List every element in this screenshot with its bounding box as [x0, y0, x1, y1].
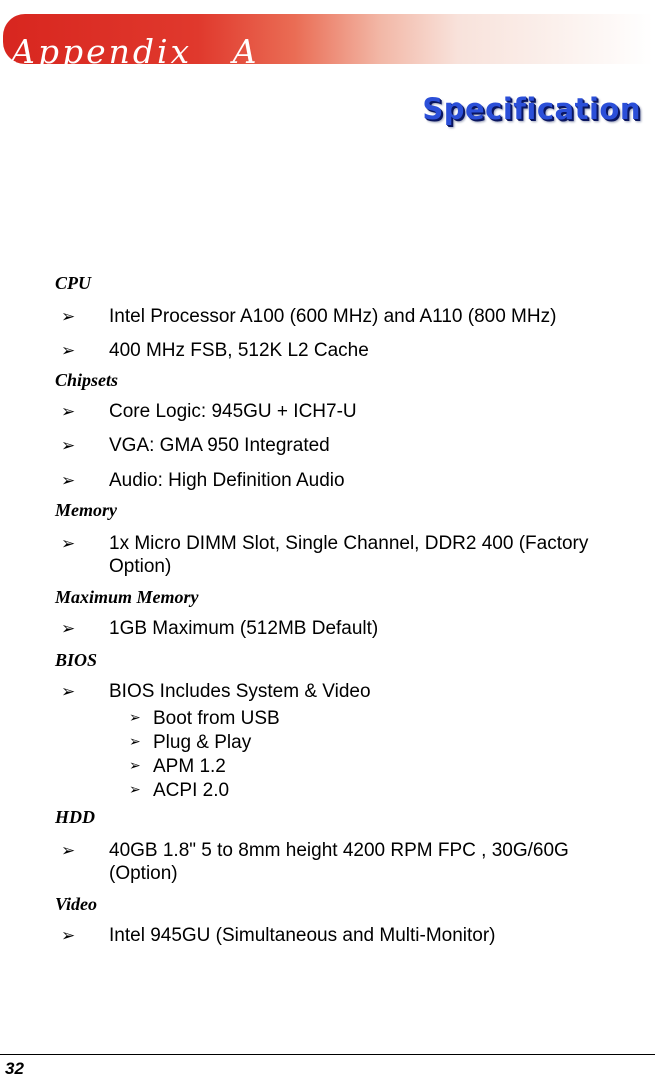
- spec-item: 40GB 1.8" 5 to 8mm height 4200 RPM FPC , 30G/60G (Option): [109, 840, 569, 884]
- bullet-icon: ➢: [61, 307, 76, 327]
- bullet-icon: ➢: [61, 841, 76, 861]
- section-heading-video: Video: [55, 894, 98, 914]
- spec-sub-item: Boot from USB: [153, 708, 280, 729]
- bullet-icon: ➢: [61, 436, 76, 456]
- footer-rule: [0, 1054, 655, 1055]
- spec-item: VGA: GMA 950 Integrated: [109, 435, 330, 456]
- spec-item: Core Logic: 945GU + ICH7-U: [109, 401, 357, 422]
- sub-bullet-icon: ➢: [129, 710, 141, 726]
- spec-sub-item: ACPI 2.0: [153, 780, 230, 801]
- bullet-icon: ➢: [61, 341, 76, 361]
- sub-bullet-icon: ➢: [129, 782, 141, 798]
- spec-sub-item: APM 1.2: [153, 756, 226, 777]
- sub-bullet-icon: ➢: [129, 758, 141, 774]
- spec-item: Intel 945GU (Simultaneous and Multi-Monitor): [109, 925, 496, 946]
- bullet-icon: ➢: [61, 471, 76, 491]
- section-heading-memory: Memory: [55, 500, 117, 520]
- sub-bullet-icon: ➢: [129, 734, 141, 750]
- spec-item: Audio: High Definition Audio: [109, 470, 345, 491]
- page-title: Specification: [422, 92, 641, 126]
- spec-item: 1x Micro DIMM Slot, Single Channel, DDR2 400 (Factory Option): [109, 533, 589, 577]
- spec-item: 1GB Maximum (512MB Default): [109, 618, 379, 639]
- banner-label: Appendix A: [11, 32, 260, 71]
- section-heading-hdd: HDD: [55, 807, 95, 827]
- section-heading-cpu: CPU: [55, 273, 91, 293]
- spec-item: Intel Processor A100 (600 MHz) and A110 (800 MHz): [109, 306, 557, 327]
- spec-item: BIOS Includes System & Video: [109, 681, 371, 702]
- bullet-icon: ➢: [61, 402, 76, 422]
- section-heading-chipsets: Chipsets: [55, 370, 119, 390]
- section-heading-bios: BIOS: [55, 650, 98, 670]
- section-heading-max-memory: Maximum Memory: [55, 587, 199, 607]
- bullet-icon: ➢: [61, 682, 76, 702]
- bullet-icon: ➢: [61, 926, 76, 946]
- page-number: 32: [5, 1059, 24, 1078]
- appendix-banner: [3, 14, 653, 71]
- bullet-icon: ➢: [61, 619, 76, 639]
- spec-item: 400 MHz FSB, 512K L2 Cache: [109, 340, 369, 361]
- spec-sub-item: Plug & Play: [153, 732, 252, 753]
- bullet-icon: ➢: [61, 534, 76, 554]
